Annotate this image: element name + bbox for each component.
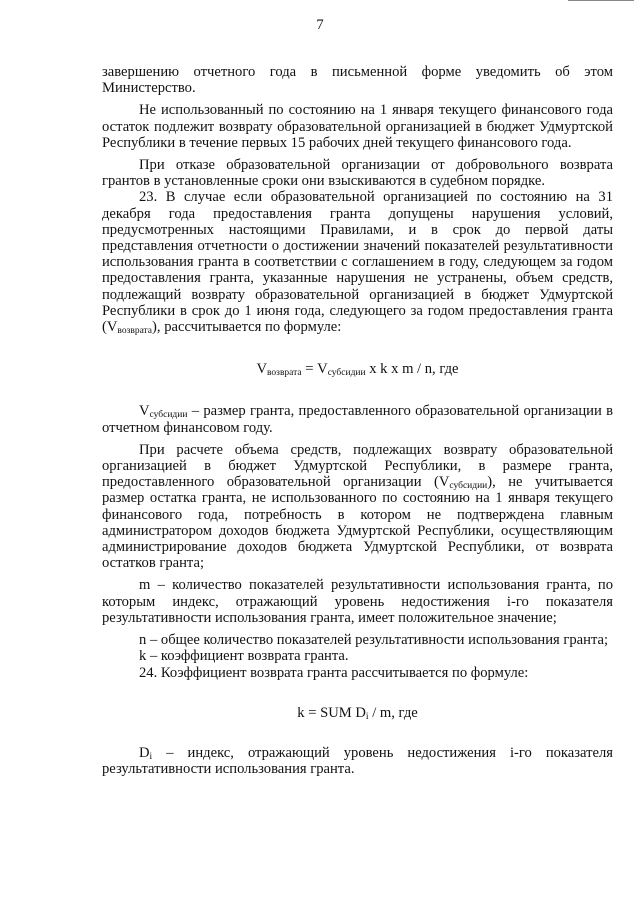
definition-d-text: – индекс, отражающий уровень недостижения i-го показателя результативности использования гранта.: [102, 744, 613, 778]
definition-d: [102, 745, 613, 777]
formula-v: V: [256, 361, 268, 378]
definition-k: k – коэффициент возврата гранта.: [139, 648, 349, 665]
definition-m: m – количество показателей результативности использования гранта, по которым индекс, отражающий уровень недостижения i-го показателя результативности использования гранта, имеет положительное значение;: [102, 577, 613, 626]
formula-return-volume: [102, 361, 613, 377]
calc-note-sub: субсидии: [449, 481, 488, 492]
calc-note-a: При расчете объема средств, подлежащих возврату образовательной организацией в бюджет Удмуртской Республики, в размере гранта, предоставленного образовательной организации (V: [102, 441, 613, 491]
paragraph-calculation-note: [102, 442, 613, 572]
definition-v-subsidy: [102, 403, 613, 435]
page-number: 7: [316, 17, 324, 33]
definition-v: V: [139, 403, 150, 420]
definition-v-sub: субсидии: [149, 410, 188, 421]
top-edge-line: [568, 0, 634, 1]
formula-sub-subsidy: субсидии: [327, 368, 366, 379]
paragraph-23-subscript: возврата: [117, 326, 153, 337]
calc-note-b: ), не учитывается размер остатка гранта, не использованного по состоянию на 1 января текущего финансового года, потребность в котором не подтверждена главным администратором доходов бюджета Удмуртской Республики, осуществляющим администрирование доходов бюджета Удмуртской Республики, от возврата остатков гранта;: [102, 474, 613, 572]
paragraph-23-tail: ), рассчитывается по формуле:: [152, 319, 342, 336]
paragraph-refusal: При отказе образовательной организации от добровольного возврата грантов в установленные сроки они взыскиваются в судебном порядке.: [102, 157, 613, 190]
definition-d-sub: i: [149, 751, 153, 762]
paragraph-remainder-return: Не использованный по состоянию на 1 января текущего финансового года остаток подлежит возврату образовательной организацией в бюджет Удмуртской Республики в течение первых 15 рабочих дней текущего финансового года.: [102, 102, 613, 151]
formula2-sub: i: [365, 711, 369, 722]
paragraph-continuation: завершению отчетного года в письменной форме уведомить об этом Министерство.: [102, 64, 613, 97]
formula2-b: / m, где: [368, 704, 418, 721]
document-body: [102, 64, 613, 777]
formula-coefficient: [102, 705, 613, 721]
formula-eq: = V: [301, 361, 328, 378]
formula2-a: k = SUM D: [297, 704, 366, 721]
formula-sub-return: возврата: [267, 368, 302, 379]
paragraph-24: 24. Коэффициент возврата гранта рассчитывается по формуле:: [139, 664, 529, 681]
formula-rest: x k x m / n, где: [365, 361, 459, 378]
paragraph-23-text: 23. В случае если образовательной организацией по состоянию на 31 декабря года предоставления гранта допущены нарушения условий, предусмотренных настоящими Правилами, и в срок до первой даты представления отчетности о достижении значений показателей результативности использования гранта в соответствии с соглашением в году, следующем за годом предоставления гранта, указанные нарушения не устранены, объем средств, подлежащий возврату образовательной организацией в бюджет Удмуртской Республики в срок до 1 июня года, следующего за годом предоставления гранта (V: [102, 189, 613, 336]
definition-n: n – общее количество показателей результативности использования гранта;: [139, 632, 609, 649]
definition-d-letter: D: [139, 744, 150, 761]
definition-v-text: – размер гранта, предоставленного образовательной организации в отчетном финансовом году.: [102, 403, 613, 436]
paragraph-23: [102, 189, 613, 335]
